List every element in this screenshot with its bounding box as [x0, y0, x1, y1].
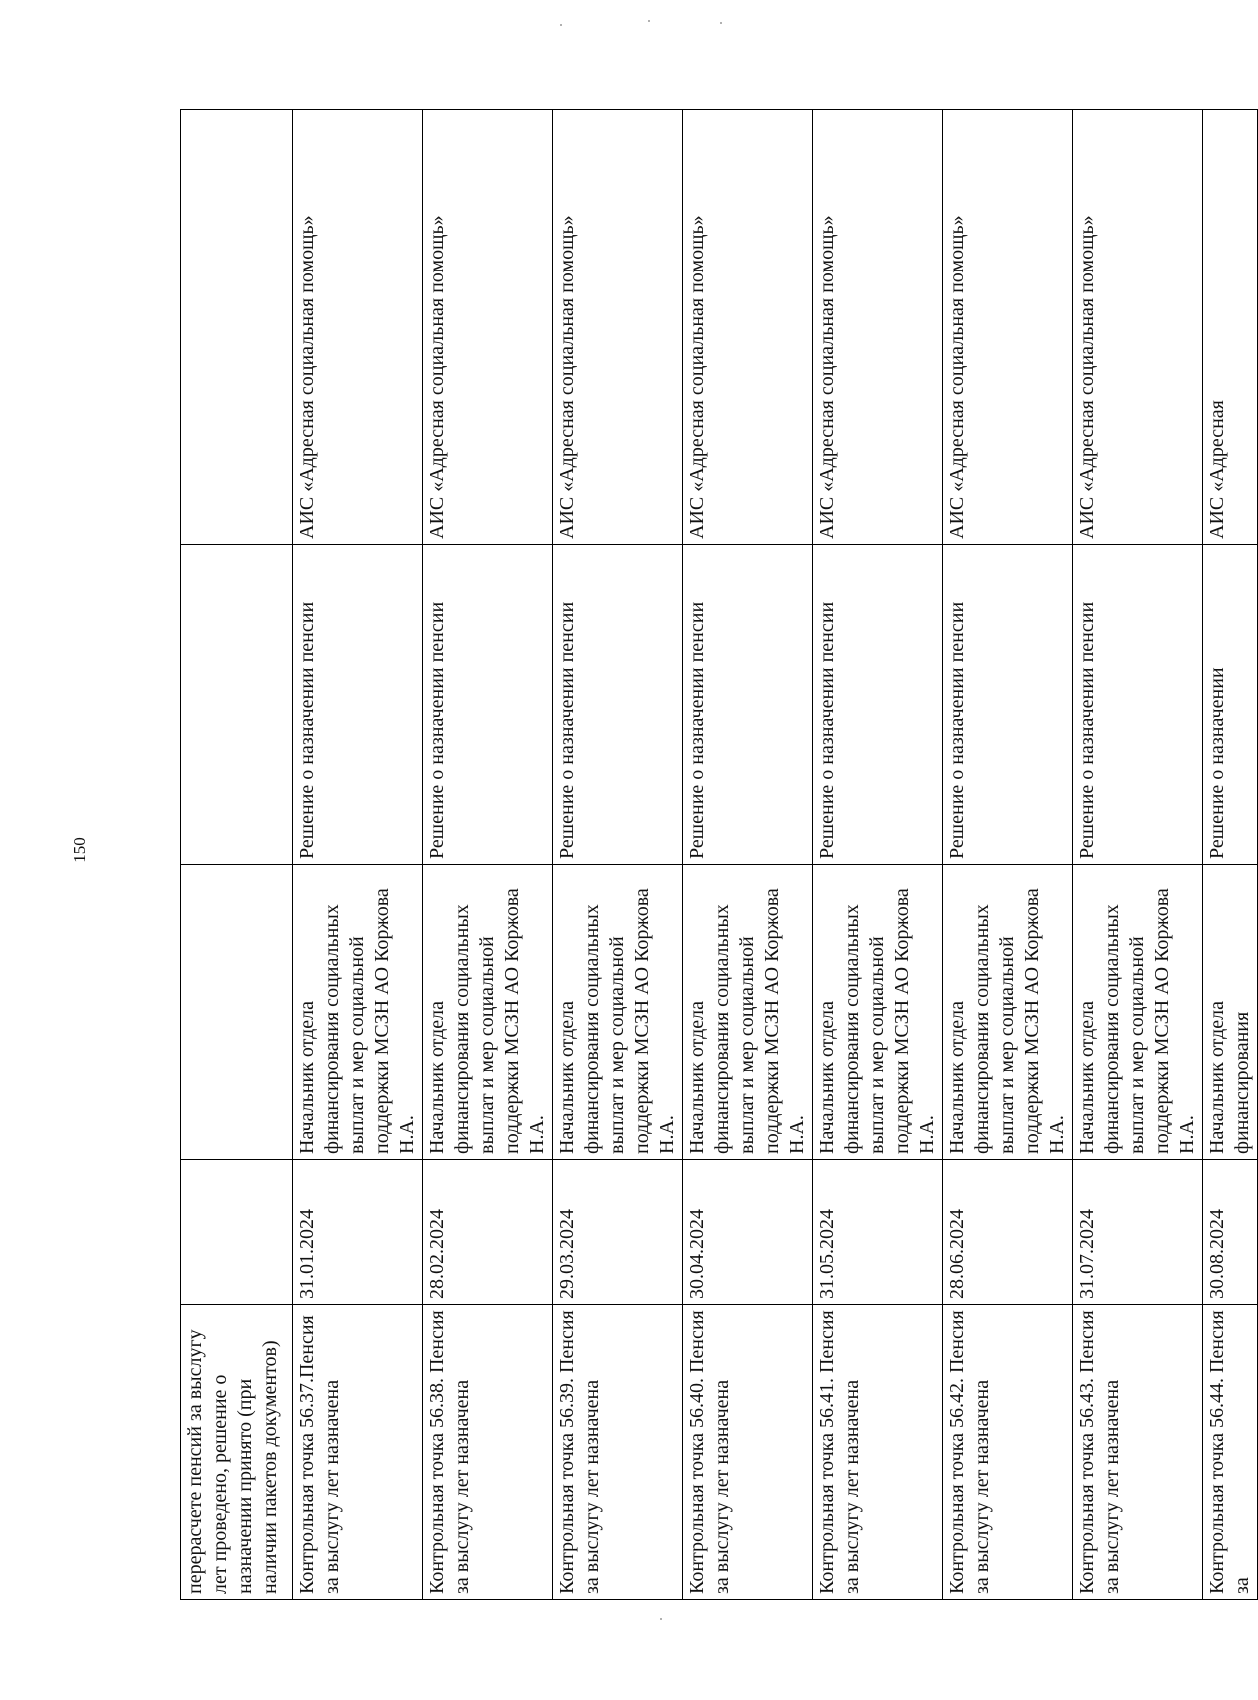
- scan-speck: [560, 24, 562, 26]
- table-cell-event: Контрольная точка 56.41. Пенсия за выслугу лет назначена: [813, 1305, 943, 1600]
- table-cell-responsible: Начальник отдела финансирования социальных выплат и мер социальной поддержки МСЗН АО Коржова Н.А.: [943, 865, 1073, 1160]
- table-cell-document: Решение о назначении пенсии: [293, 545, 423, 865]
- table-cell-date: 31.01.2024: [293, 1160, 423, 1305]
- table-cell-document: Решение о назначении пенсии: [423, 545, 553, 865]
- table-cell-document: Решение о назначении пенсии: [553, 545, 683, 865]
- table-cell-document: Решение о назначении пенсии: [683, 545, 813, 865]
- table-cell-document: Решение о назначении пенсии: [813, 545, 943, 865]
- table-cell-date: [181, 1160, 293, 1305]
- table-cell-event: перерасчете пенсий за выслугу лет проведено, решение о назначении принято (при наличии пакетов документов): [181, 1305, 293, 1600]
- table-cell-responsible: Начальник отдела финансирования: [1203, 865, 1258, 1160]
- table-cell-event: Контрольная точка 56.44. Пенсия за: [1203, 1305, 1258, 1600]
- table-cell-document: Решение о назначении пенсии: [943, 545, 1073, 865]
- table-cell-responsible: Начальник отдела финансирования социальных выплат и мер социальной поддержки МСЗН АО Коржова Н.А.: [813, 865, 943, 1160]
- control-points-table: [180, 109, 1258, 1600]
- table-row: [181, 110, 293, 1600]
- page-number: 150: [70, 837, 89, 863]
- table-row: [1073, 110, 1203, 1600]
- table-cell-system: АИС «Адресная социальная помощь»: [813, 110, 943, 545]
- scan-speck: [720, 22, 722, 24]
- table-row: [943, 110, 1073, 1600]
- table-cell-event: Контрольная точка 56.37.Пенсия за выслугу лет назначена: [293, 1305, 423, 1600]
- table-cell-system: АИС «Адресная социальная помощь»: [553, 110, 683, 545]
- table-cell-system: АИС «Адресная социальная помощь»: [1073, 110, 1203, 545]
- table-cell-system: АИС «Адресная: [1203, 110, 1258, 545]
- table-cell-responsible: Начальник отдела финансирования социальных выплат и мер социальной поддержки МСЗН АО Коржова Н.А.: [1073, 865, 1203, 1160]
- table-cell-event: Контрольная точка 56.43. Пенсия за выслугу лет назначена: [1073, 1305, 1203, 1600]
- table-cell-document: Решение о назначении пенсии: [1073, 545, 1203, 865]
- table-cell-system: [181, 110, 293, 545]
- table-cell-date: 28.02.2024: [423, 1160, 553, 1305]
- table-cell-system: АИС «Адресная социальная помощь»: [683, 110, 813, 545]
- table-cell-event: Контрольная точка 56.38. Пенсия за выслугу лет назначена: [423, 1305, 553, 1600]
- table-cell-date: 30.04.2024: [683, 1160, 813, 1305]
- rotated-table-container: [180, 110, 1253, 1600]
- table-row: [813, 110, 943, 1600]
- table-cell-event: Контрольная точка 56.42. Пенсия за выслугу лет назначена: [943, 1305, 1073, 1600]
- table-row: [683, 110, 813, 1600]
- table-cell-date: 30.08.2024: [1203, 1160, 1258, 1305]
- table-cell-responsible: Начальник отдела финансирования социальных выплат и мер социальной поддержки МСЗН АО Коржова Н.А.: [423, 865, 553, 1160]
- table-cell-system: АИС «Адресная социальная помощь»: [943, 110, 1073, 545]
- table-cell-system: АИС «Адресная социальная помощь»: [293, 110, 423, 545]
- table-row: [553, 110, 683, 1600]
- table-cell-date: 29.03.2024: [553, 1160, 683, 1305]
- table-cell-responsible: Начальник отдела финансирования социальных выплат и мер социальной поддержки МСЗН АО Коржова Н.А.: [553, 865, 683, 1160]
- scan-speck: [660, 1618, 662, 1620]
- table-cell-date: 31.07.2024: [1073, 1160, 1203, 1305]
- scan-speck: [648, 20, 650, 22]
- table-cell-document: [181, 545, 293, 865]
- table-cell-responsible: Начальник отдела финансирования социальных выплат и мер социальной поддержки МСЗН АО Коржова Н.А.: [683, 865, 813, 1160]
- table-cell-event: Контрольная точка 56.40. Пенсия за выслугу лет назначена: [683, 1305, 813, 1600]
- table-cell-date: 31.05.2024: [813, 1160, 943, 1305]
- table-cell-document: Решение о назначении: [1203, 545, 1258, 865]
- table-cell-system: АИС «Адресная социальная помощь»: [423, 110, 553, 545]
- table-row: [293, 110, 423, 1600]
- table-row: [1203, 110, 1258, 1600]
- table-cell-event: Контрольная точка 56.39. Пенсия за выслугу лет назначена: [553, 1305, 683, 1600]
- table-cell-responsible: Начальник отдела финансирования социальных выплат и мер социальной поддержки МСЗН АО Коржова Н.А.: [293, 865, 423, 1160]
- table-cell-responsible: [181, 865, 293, 1160]
- table-cell-date: 28.06.2024: [943, 1160, 1073, 1305]
- table-row: [423, 110, 553, 1600]
